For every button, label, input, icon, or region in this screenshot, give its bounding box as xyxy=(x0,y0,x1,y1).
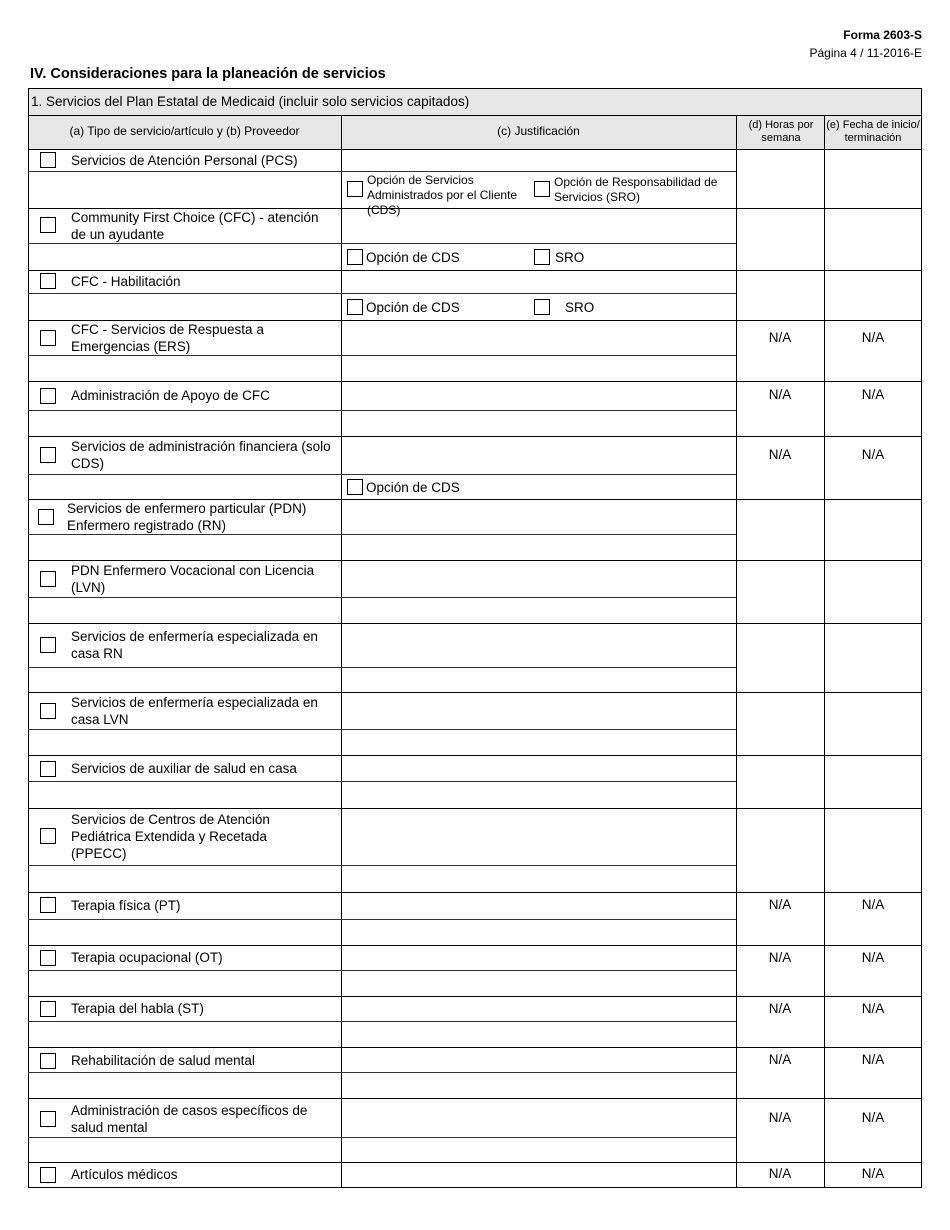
dates-na: N/A xyxy=(861,387,885,402)
hours-na: N/A xyxy=(768,1052,792,1067)
service-label-pcs: Servicios de Atención Personal (PCS) xyxy=(71,153,298,168)
checkbox-ppecc[interactable] xyxy=(40,828,56,844)
table-title: 1. Servicios del Plan Estatal de Medicaid (incluir solo servicios capitados) xyxy=(31,94,470,109)
group-divider xyxy=(28,755,922,756)
subrow-divider xyxy=(28,171,736,172)
form-number: Forma 2603-S xyxy=(843,28,922,42)
dates-na: N/A xyxy=(861,950,885,965)
group-divider xyxy=(28,623,922,624)
checkbox-cfc-habilitation[interactable] xyxy=(40,273,56,289)
hours-na: N/A xyxy=(768,387,792,402)
checkbox-sro-option-cfc-habilitation[interactable] xyxy=(534,299,550,315)
subrow-divider xyxy=(28,243,736,244)
subrow-divider xyxy=(28,1072,736,1073)
dates-na: N/A xyxy=(861,1166,885,1181)
hours-na: N/A xyxy=(768,1166,792,1181)
option-label-cds-short: Opción de CDS xyxy=(366,480,460,495)
subrow-divider xyxy=(28,865,736,866)
hours-na: N/A xyxy=(768,1110,792,1125)
column-header-hours: (d) Horas por semana xyxy=(748,119,814,144)
checkbox-cds-option-cfc-attendant[interactable] xyxy=(347,249,363,265)
hours-na: N/A xyxy=(768,897,792,912)
service-label-st: Terapia del habla (ST) xyxy=(71,1001,204,1016)
hours-na: N/A xyxy=(768,330,792,345)
checkbox-home-aide[interactable] xyxy=(40,761,56,777)
option-label-cds-short: Opción de CDS xyxy=(366,250,460,265)
service-label-mh-case: Administración de casos específicos de salud mental xyxy=(71,1103,308,1135)
subrow-divider xyxy=(28,729,736,730)
dates-na: N/A xyxy=(861,897,885,912)
option-label-cds-short: Opción de CDS xyxy=(366,300,460,315)
dates-na: N/A xyxy=(861,447,885,462)
service-label-home-aide: Servicios de auxiliar de salud en casa xyxy=(71,761,297,776)
group-divider xyxy=(28,1162,922,1163)
dates-na: N/A xyxy=(861,1001,885,1016)
column-header-justification: (c) Justificación xyxy=(497,124,580,138)
subrow-divider xyxy=(28,597,736,598)
service-label-ot: Terapia ocupacional (OT) xyxy=(71,950,223,965)
group-divider xyxy=(28,1098,922,1099)
checkbox-cds-option-cfc-habilitation[interactable] xyxy=(347,299,363,315)
table-border-left xyxy=(28,88,29,1188)
option-label-sro-short: SRO xyxy=(555,250,585,265)
service-label-pt: Terapia física (PT) xyxy=(71,898,181,913)
group-divider xyxy=(28,1047,922,1048)
service-label-mh-rehab: Rehabilitación de salud mental xyxy=(71,1053,255,1068)
subrow-divider xyxy=(28,410,736,411)
dates-na: N/A xyxy=(861,1052,885,1067)
checkbox-mh-case[interactable] xyxy=(40,1111,56,1127)
column-divider-d xyxy=(736,115,737,1188)
checkbox-home-rn[interactable] xyxy=(40,637,56,653)
subrow-divider xyxy=(28,355,736,356)
checkbox-cfc-attendant[interactable] xyxy=(40,217,56,233)
checkbox-ot[interactable] xyxy=(40,950,56,966)
table-border-top xyxy=(28,88,922,89)
section-title: IV. Consideraciones para la planeación de servicios xyxy=(30,66,386,82)
service-label-cfc-ers: CFC - Servicios de Respuesta a Emergencias (ERS) xyxy=(71,322,264,354)
service-label-ppecc: Servicios de Centros de Atención Pediátrica Extendida y Recetada (PPECC) xyxy=(71,812,270,861)
title-divider xyxy=(28,115,922,116)
service-label-home-lvn: Servicios de enfermería especializada en casa LVN xyxy=(71,695,318,727)
group-divider xyxy=(28,270,922,271)
hours-na: N/A xyxy=(768,1001,792,1016)
checkbox-fms[interactable] xyxy=(40,447,56,463)
column-header-type-provider: (a) Tipo de servicio/artículo y (b) Proveedor xyxy=(69,124,300,138)
subrow-divider xyxy=(28,534,736,535)
option-label-sro-long: Opción de Responsabilidad de Servicios (SRO) xyxy=(554,175,718,204)
table-border-right xyxy=(921,88,922,1188)
group-divider xyxy=(28,945,922,946)
option-label-sro-short: SRO xyxy=(565,300,595,315)
column-header-dates: (e) Fecha de inicio/ terminación xyxy=(826,119,920,144)
checkbox-cfc-ers[interactable] xyxy=(40,330,56,346)
header-divider xyxy=(28,149,922,150)
subrow-divider xyxy=(28,919,736,920)
checkbox-cfc-support[interactable] xyxy=(40,388,56,404)
service-label-medical-supplies: Artículos médicos xyxy=(71,1167,178,1182)
service-label-fms: Servicios de administración financiera (solo CDS) xyxy=(71,439,331,471)
column-divider-e xyxy=(824,115,825,1188)
table-border-bottom xyxy=(28,1187,922,1188)
checkbox-pcs[interactable] xyxy=(40,152,56,168)
checkbox-pt[interactable] xyxy=(40,897,56,913)
checkbox-pdn-lvn[interactable] xyxy=(40,571,56,587)
group-divider xyxy=(28,892,922,893)
checkbox-sro-option-cfc-attendant[interactable] xyxy=(534,249,550,265)
column-divider-c xyxy=(341,115,342,1188)
checkbox-cds-option-pcs[interactable] xyxy=(347,181,363,197)
checkbox-cds-option-fms[interactable] xyxy=(347,479,363,495)
service-label-pdn-lvn: PDN Enfermero Vocacional con Licencia (LVN) xyxy=(71,563,315,595)
subrow-divider xyxy=(28,1021,736,1022)
subrow-divider xyxy=(28,1137,736,1138)
service-label-cfc-attendant: Community First Choice (CFC) - atención de un ayudante xyxy=(71,210,319,242)
dates-na: N/A xyxy=(861,1110,885,1125)
service-label-pdn-rn: Servicios de enfermero particular (PDN) Enfermero registrado (RN) xyxy=(67,501,307,533)
service-label-home-rn: Servicios de enfermería especializada en casa RN xyxy=(71,629,318,661)
dates-na: N/A xyxy=(861,330,885,345)
group-divider xyxy=(28,996,922,997)
checkbox-medical-supplies[interactable] xyxy=(40,1167,56,1183)
checkbox-pdn-rn[interactable] xyxy=(38,509,54,525)
option-label-cds-long: Opción de Servicios Administrados por el Cliente (CDS) xyxy=(367,173,518,217)
group-divider xyxy=(28,381,922,382)
page-info: Página 4 / 11-2016-E xyxy=(809,46,922,60)
group-divider xyxy=(28,808,922,809)
subrow-divider xyxy=(28,781,736,782)
subrow-divider xyxy=(28,667,736,668)
service-label-cfc-support: Administración de Apoyo de CFC xyxy=(71,388,270,403)
subrow-divider xyxy=(28,293,736,294)
subrow-divider xyxy=(28,474,736,475)
checkbox-st[interactable] xyxy=(40,1001,56,1017)
hours-na: N/A xyxy=(768,447,792,462)
checkbox-home-lvn[interactable] xyxy=(40,703,56,719)
hours-na: N/A xyxy=(768,950,792,965)
service-label-cfc-habilitation: CFC - Habilitación xyxy=(71,274,181,289)
subrow-divider xyxy=(28,970,736,971)
checkbox-mh-rehab[interactable] xyxy=(40,1053,56,1069)
checkbox-sro-option-pcs[interactable] xyxy=(534,181,550,197)
